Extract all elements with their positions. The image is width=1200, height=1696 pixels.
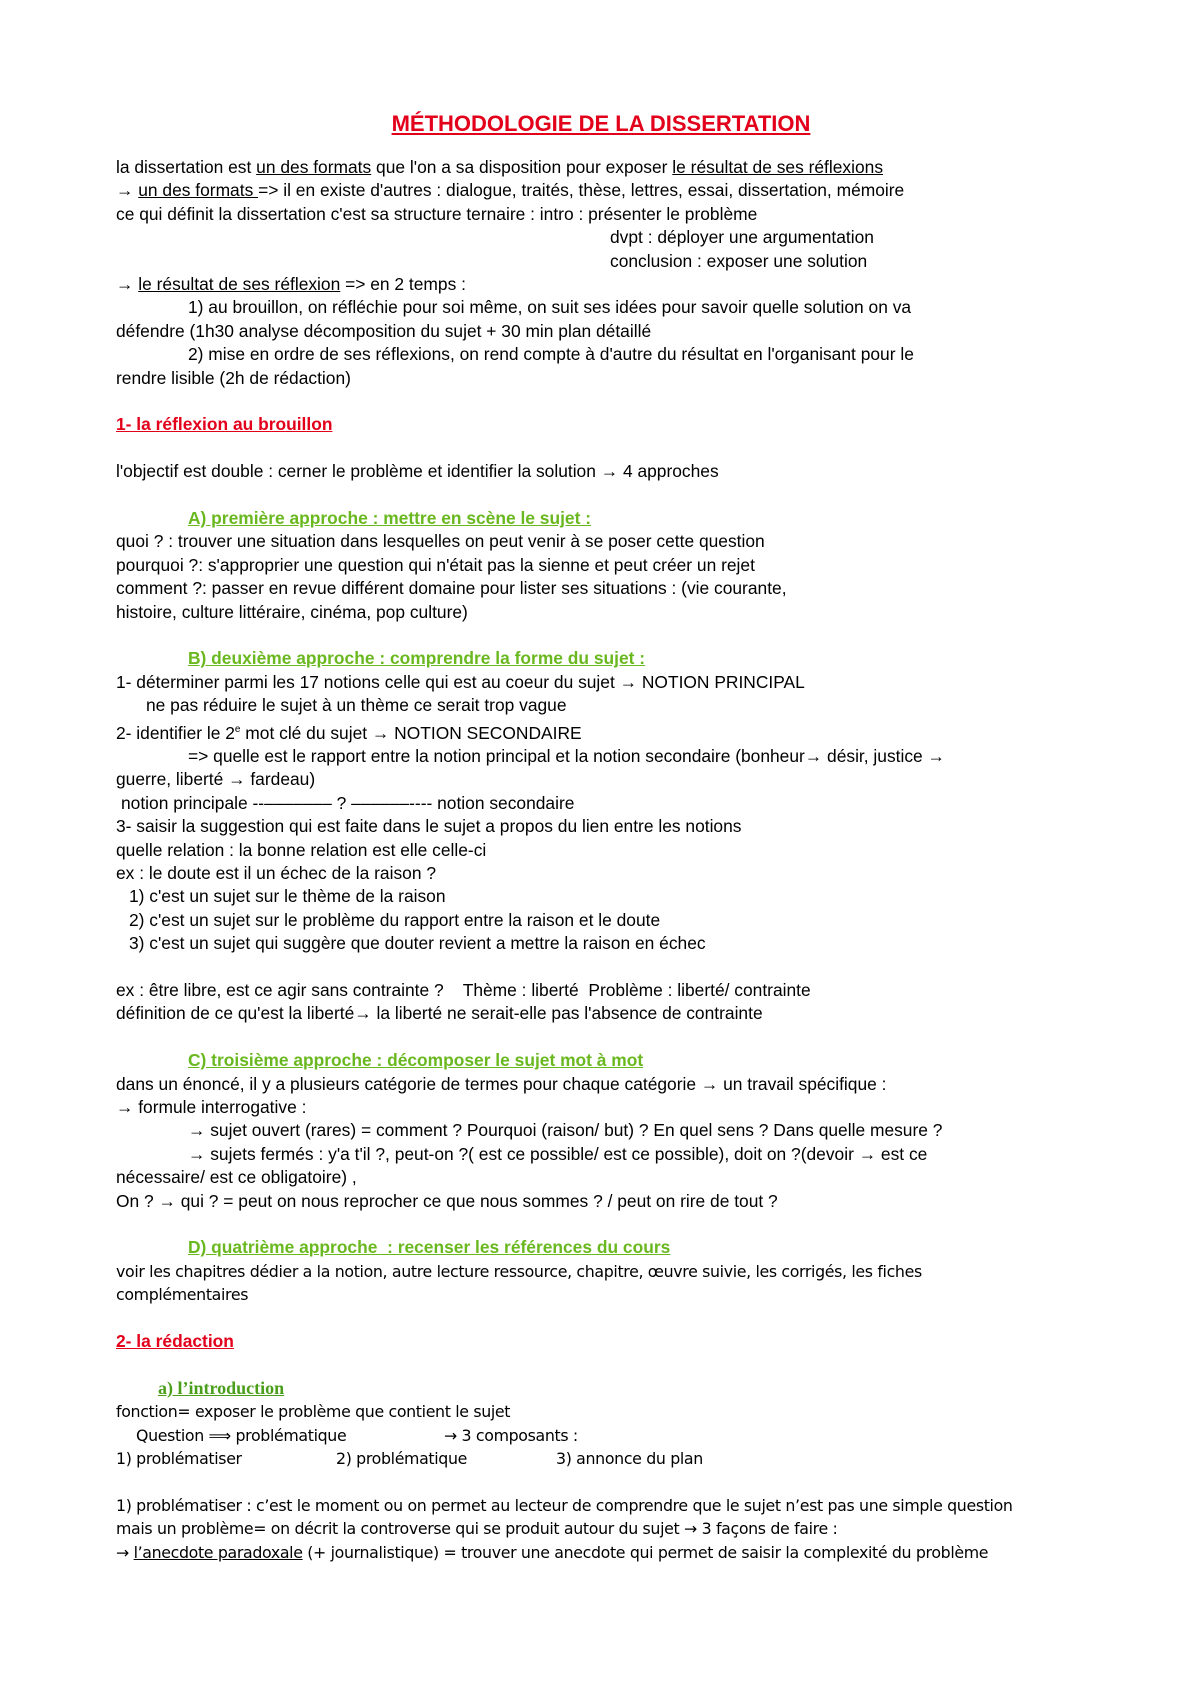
paragraph-line: 2) c'est un sujet sur le problème du rapport entre la raison et le doute	[129, 909, 661, 930]
text: que l'on a sa disposition pour exposer	[371, 157, 673, 177]
paragraph-line: → sujets fermés : y'a t'il ?, peut-on ?( est ce possible/ est ce possible), doit on ?(devoir → est ce	[188, 1143, 928, 1164]
paragraph-line: dans un énoncé, il y a plusieurs catégorie de termes pour chaque catégorie → un travail spécifique :	[116, 1073, 887, 1094]
text: mot clé du sujet → NOTION SECONDAIRE	[240, 722, 582, 743]
paragraph-line: 3) c'est un sujet qui suggère que douter revient a mettre la raison en échec	[129, 933, 706, 954]
text: => en 2 temps :	[340, 274, 466, 295]
intro-line	[116, 156, 1086, 179]
paragraph-line: → formule interrogative :	[116, 1096, 307, 1117]
text: → 3 composants :	[444, 1425, 578, 1445]
intro-line: 1) au brouillon, on réfléchie pour soi même, on suit ses idées pour savoir quelle solution on va	[188, 297, 912, 318]
intro-line: rendre lisible (2h de rédaction)	[116, 367, 351, 388]
underlined-text: l’anecdote paradoxale	[133, 1542, 303, 1562]
paragraph-line: l'objectif est double : cerner le problème et identifier la solution → 4 approches	[116, 461, 719, 482]
subsection-heading: D) quatrième approche : recenser les références du cours	[188, 1237, 671, 1258]
text: Question ⟹ problématique	[136, 1425, 347, 1445]
arrow-text: →	[116, 1542, 134, 1562]
paragraph-line: quoi ? : trouver une situation dans lesquelles on peut venir à se poser cette question	[116, 531, 765, 552]
spacer	[116, 1026, 1086, 1049]
subsection-heading: A) première approche : mettre en scène le sujet :	[188, 508, 592, 529]
intro-line	[116, 179, 1086, 202]
document-title: MÉTHODOLOGIE DE LA DISSERTATION	[391, 111, 811, 136]
paragraph-line: 3- saisir la suggestion qui est faite dans le sujet a propos du lien entre les notions	[116, 816, 742, 837]
underlined-text: le résultat de ses réflexion	[138, 274, 341, 295]
subsection-heading: C) troisième approche : décomposer le sujet mot à mot	[188, 1050, 644, 1071]
section-heading: 1- la réflexion au brouillon	[116, 414, 333, 435]
arrow-text: →	[116, 180, 139, 201]
paragraph-line: 1- déterminer parmi les 17 notions celle qui est au coeur du sujet → NOTION PRINCIPAL	[116, 671, 805, 692]
text: => il en existe d'autres : dialogue, traités, thèse, lettres, essai, dissertation, mémoire	[258, 180, 905, 201]
text: la dissertation est	[116, 157, 257, 177]
intro-line	[116, 273, 1086, 296]
paragraph-line: 1) c'est un sujet sur le thème de la raison	[129, 886, 446, 907]
paragraph-line: ex : être libre, est ce agir sans contrainte ? Thème : liberté Problème : liberté/ contrainte	[116, 979, 811, 1000]
paragraph-line: notion principale --––––––– ? ––––––---- notion secondaire	[121, 792, 575, 813]
intro-line: dvpt : déployer une argumentation	[610, 227, 874, 248]
spacer	[116, 484, 1086, 507]
paragraph-line	[116, 1447, 1086, 1470]
spacer	[116, 1353, 1086, 1376]
intro-line: conclusion : exposer une solution	[610, 250, 868, 271]
spacer	[116, 1213, 1086, 1236]
paragraph-line: fonction= exposer le problème que contient le sujet	[116, 1402, 511, 1422]
paragraph-line: => quelle est le rapport entre la notion principal et la notion secondaire (bonheur→ désir, justice →	[188, 745, 945, 766]
paragraph-line: nécessaire/ est ce obligatoire) ,	[116, 1167, 357, 1188]
intro-line: défendre (1h30 analyse décomposition du sujet + 30 min plan détaillé	[116, 320, 652, 341]
superscript: e	[234, 723, 241, 735]
text: 1) problématiser	[116, 1449, 242, 1468]
paragraph-line: ne pas réduire le sujet à un thème ce serait trop vague	[146, 695, 567, 716]
text: 2) problématique	[336, 1449, 468, 1468]
paragraph-line: → sujet ouvert (rares) = comment ? Pourquoi (raison/ but) ? En quel sens ? Dans quelle mesure ?	[188, 1120, 943, 1141]
document-page	[116, 110, 1086, 1564]
spacer	[116, 390, 1086, 413]
text: 2- identifier le 2	[116, 722, 235, 743]
paragraph-line: pourquoi ?: s'approprier une question qui n'était pas la sienne et peut créer un rejet	[116, 554, 755, 575]
paragraph-line: comment ?: passer en revue différent domaine pour lister ses situations : (vie courante,	[116, 578, 787, 599]
paragraph-line: quelle relation : la bonne relation est elle celle-ci	[116, 839, 487, 860]
paragraph-line: définition de ce qu'est la liberté→ la liberté ne serait-elle pas l'absence de contrainte	[116, 1003, 763, 1024]
paragraph-line: mais un problème= on décrit la controverse qui se produit autour du sujet → 3 façons de faire :	[116, 1519, 838, 1539]
intro-line: 2) mise en ordre de ses réflexions, on rend compte à d'autre du résultat en l'organisant pour le	[188, 344, 914, 365]
section-heading: 2- la rédaction	[116, 1330, 234, 1351]
paragraph-line	[116, 1541, 1086, 1564]
spacer	[116, 437, 1086, 460]
underlined-text: le résultat de ses réflexions	[672, 157, 884, 177]
paragraph-line	[116, 718, 1086, 745]
text: (+ journalistique) = trouver une anecdote qui permet de saisir la complexité du problème	[302, 1542, 989, 1562]
paragraph-line: ex : le doute est il un échec de la raison ?	[116, 862, 436, 883]
paragraph-line: guerre, liberté → fardeau)	[116, 769, 316, 790]
paragraph-line	[116, 1424, 1086, 1447]
spacer	[116, 624, 1086, 647]
underlined-text: un des formats	[256, 157, 372, 177]
spacer	[116, 1470, 1086, 1493]
paragraph-line: On ? → qui ? = peut on nous reprocher ce que nous sommes ? / peut on rire de tout ?	[116, 1190, 778, 1211]
subsection-heading: B) deuxième approche : comprendre la forme du sujet :	[188, 648, 646, 669]
spacer	[116, 1307, 1086, 1330]
paragraph-line: complémentaires	[116, 1285, 249, 1305]
paragraph-line: 1) problématiser : c’est le moment ou on permet au lecteur de comprendre que le sujet n’est pas une simple question	[116, 1495, 1013, 1515]
spacer	[116, 956, 1086, 979]
arrow-text: →	[116, 274, 139, 295]
text: 3) annonce du plan	[556, 1449, 703, 1468]
subsection-heading: a) l’introduction	[158, 1377, 285, 1398]
paragraph-line: histoire, culture littéraire, cinéma, pop culture)	[116, 601, 468, 622]
underlined-text: un des formats	[138, 180, 259, 201]
intro-line: ce qui définit la dissertation c'est sa structure ternaire : intro : présenter le problème	[116, 203, 758, 224]
paragraph-line: voir les chapitres dédier a la notion, autre lecture ressource, chapitre, œuvre suivie, les corrigés, les fiches	[116, 1261, 922, 1281]
